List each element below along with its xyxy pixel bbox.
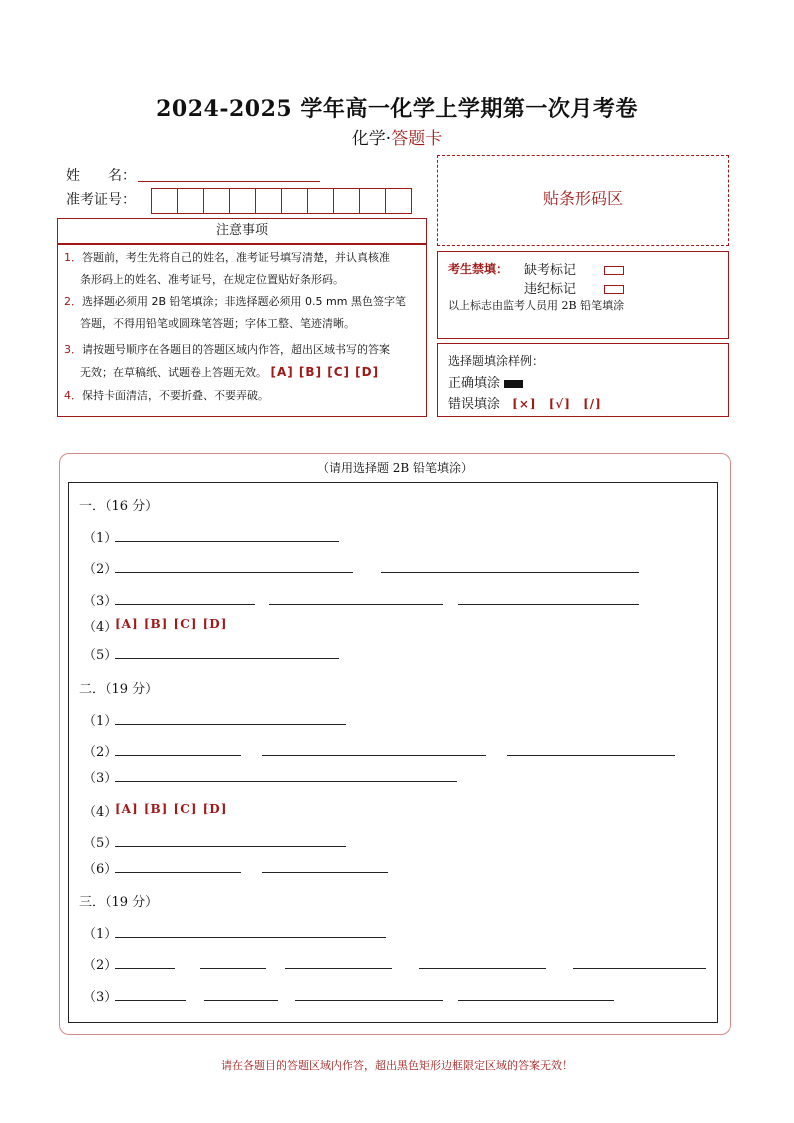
answer-line[interactable] — [115, 872, 241, 873]
subtitle-card: 答题卡 — [391, 129, 443, 149]
forbidden-label: 考生禁填： — [448, 262, 509, 276]
question-label: （2） — [83, 562, 118, 577]
answer-line[interactable] — [458, 1000, 614, 1001]
name-label: 姓 名： — [66, 168, 136, 184]
notice-item: 2．选择题必须用 2B 铅笔填涂；非选择题必须用 0.5 mm 黑色签字笔 答题，不得用铅笔或圆珠笔答题；字体工整、笔迹清晰。 — [64, 295, 406, 330]
id-digit-box[interactable] — [203, 188, 230, 214]
answer-line[interactable] — [419, 968, 546, 969]
answer-line[interactable] — [115, 781, 457, 782]
section-title: 三．（19 分） — [79, 895, 159, 910]
answer-line[interactable] — [115, 1000, 186, 1001]
answer-line[interactable] — [458, 604, 639, 605]
question-label: （5） — [83, 836, 118, 851]
options-example: [A] [B] [C] [D] — [270, 365, 380, 379]
answer-line[interactable] — [507, 755, 675, 756]
id-label: 准考证号： — [66, 192, 136, 208]
notice-title: 注意事项 — [57, 218, 427, 244]
subtitle-subject: 化学· — [351, 129, 392, 149]
answer-line[interactable] — [115, 937, 386, 938]
page-title: 2024-2025 学年高一化学上学期第一次月考卷 — [156, 96, 638, 122]
answer-instruction: （请用选择题 2B 铅笔填涂） — [316, 461, 474, 475]
answer-line[interactable] — [115, 658, 339, 659]
answer-line[interactable] — [115, 572, 353, 573]
question-label: （1） — [83, 531, 118, 546]
answer-line[interactable] — [115, 724, 346, 725]
absent-label: 缺考标记 — [524, 263, 577, 278]
id-digit-box[interactable] — [307, 188, 334, 214]
answer-line[interactable] — [204, 1000, 278, 1001]
footer-warning: 请在各题目的答题区域内作答，超出黑色矩形边框限定区域的答案无效！ — [221, 1059, 573, 1072]
question-label: （3） — [83, 771, 118, 786]
question-label: （5） — [83, 648, 118, 663]
notice-item: 1．答题前，考生先将自己的姓名，准考证号填写清楚，并认真核准 条形码上的姓名、准考证号，在规定位置贴好条形码。 — [64, 251, 390, 286]
answer-line[interactable] — [200, 968, 266, 969]
question-label: （4） — [83, 805, 118, 820]
page-subtitle — [0, 124, 794, 149]
id-digit-box[interactable] — [333, 188, 360, 214]
section-title: 一．（16 分） — [79, 499, 159, 514]
answer-line[interactable] — [285, 968, 392, 969]
notice-item: 3．请按题号顺序在各题目的答题区域内作答，超出区域书写的答案 无效；在草稿纸、试题卷上答题无效。 [A] [B] [C] [D] — [64, 343, 390, 379]
absent-mark-box[interactable] — [604, 266, 624, 275]
answer-line[interactable] — [295, 1000, 443, 1001]
answer-line[interactable] — [262, 755, 486, 756]
wrong-label: 错误填涂 — [448, 397, 501, 412]
question-label: （3） — [83, 594, 118, 609]
sample-title: 选择题填涂样例： — [448, 354, 545, 368]
answer-line[interactable] — [115, 846, 346, 847]
id-digit-box[interactable] — [255, 188, 282, 214]
answer-line[interactable] — [269, 604, 443, 605]
question-label: （4） — [83, 620, 118, 635]
violation-mark-box[interactable] — [604, 285, 624, 294]
forbidden-note: 以上标志由监考人员用 2B 铅笔填涂 — [448, 299, 625, 312]
filled-sample — [504, 380, 523, 388]
notice-box — [57, 244, 427, 417]
wrong-mark: [×] — [512, 397, 537, 411]
section-title: 二．（19 分） — [79, 682, 159, 697]
answer-line[interactable] — [115, 604, 255, 605]
violation-label: 违纪标记 — [524, 282, 577, 297]
choice-options[interactable]: [A] [B] [C] [D] — [115, 617, 228, 631]
answer-line[interactable] — [573, 968, 706, 969]
choice-options[interactable]: [A] [B] [C] [D] — [115, 802, 228, 816]
question-label: （6） — [83, 862, 118, 877]
answer-line[interactable] — [115, 541, 339, 542]
question-label: （3） — [83, 990, 118, 1005]
wrong-mark: [√] — [548, 397, 571, 411]
answer-area — [68, 482, 718, 1023]
fill-sample-box — [437, 343, 729, 417]
answer-line[interactable] — [115, 755, 241, 756]
correct-label: 正确填涂 — [448, 376, 501, 391]
question-label: （2） — [83, 958, 118, 973]
barcode-area: 贴条形码区 — [437, 155, 729, 246]
question-label: （1） — [83, 714, 118, 729]
name-field[interactable] — [138, 181, 320, 182]
wrong-mark: [/] — [583, 397, 602, 411]
forbidden-box — [437, 251, 729, 339]
answer-line[interactable] — [115, 968, 175, 969]
exam-id-boxes[interactable] — [151, 188, 411, 214]
id-digit-box[interactable] — [151, 188, 178, 214]
id-digit-box[interactable] — [281, 188, 308, 214]
answer-line[interactable] — [262, 872, 388, 873]
notice-item: 4．保持卡面清洁，不要折叠、不要弄破。 — [64, 389, 269, 402]
id-digit-box[interactable] — [359, 188, 386, 214]
id-digit-box[interactable] — [385, 188, 412, 214]
question-label: （1） — [83, 927, 118, 942]
answer-line[interactable] — [381, 572, 639, 573]
id-digit-box[interactable] — [177, 188, 204, 214]
question-label: （2） — [83, 745, 118, 760]
id-digit-box[interactable] — [229, 188, 256, 214]
